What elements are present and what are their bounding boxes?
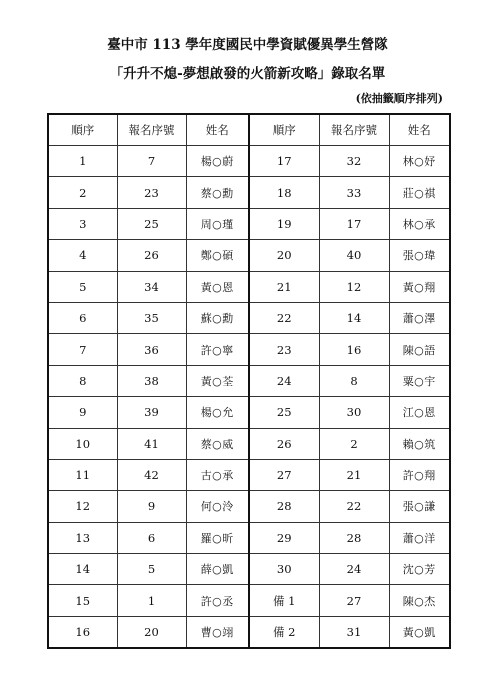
order-cell: 10 (48, 428, 117, 459)
registration-number-cell: 39 (117, 397, 186, 428)
name-cell: 羅○昕 (186, 522, 249, 553)
name-cell: 莊○祺 (389, 177, 450, 208)
registration-number-cell: 28 (319, 522, 389, 553)
order-cell: 備 2 (249, 616, 319, 648)
order-cell: 21 (249, 271, 319, 302)
registration-number-cell: 31 (319, 616, 389, 648)
registration-number-cell: 34 (117, 271, 186, 302)
column-header-registration-number: 報名序號 (117, 114, 186, 146)
registration-number-cell: 14 (319, 302, 389, 333)
order-cell: 28 (249, 491, 319, 522)
name-cell: 許○寧 (186, 334, 249, 365)
order-cell: 25 (249, 397, 319, 428)
name-cell: 黃○凱 (389, 616, 450, 648)
name-cell: 賴○筑 (389, 428, 450, 459)
registration-number-cell: 42 (117, 459, 186, 490)
name-cell: 黃○恩 (186, 271, 249, 302)
name-cell: 何○泠 (186, 491, 249, 522)
registration-number-cell: 22 (319, 491, 389, 522)
order-cell: 27 (249, 459, 319, 490)
table-row (48, 177, 450, 208)
table-row (48, 491, 450, 522)
camp-name: 「升升不熄-夢想啟發的火箭新攻略」錄取名單 (109, 66, 386, 82)
name-cell: 周○瑾 (186, 208, 249, 239)
table-row (48, 302, 450, 333)
order-cell: 18 (249, 177, 319, 208)
order-cell: 6 (48, 302, 117, 333)
table-row (48, 585, 450, 616)
order-cell: 11 (48, 459, 117, 490)
name-cell: 張○瑋 (389, 240, 450, 271)
order-cell: 4 (48, 240, 117, 271)
registration-number-cell: 40 (319, 240, 389, 271)
ordering-note: (依抽籤順序排列) (355, 92, 443, 105)
name-cell: 曹○翊 (186, 616, 249, 648)
name-cell: 蔡○威 (186, 428, 249, 459)
name-cell: 古○承 (186, 459, 249, 490)
registration-number-cell: 25 (117, 208, 186, 239)
order-cell: 13 (48, 522, 117, 553)
name-cell: 林○承 (389, 208, 450, 239)
table-row (48, 554, 450, 585)
order-cell: 17 (249, 146, 319, 177)
name-cell: 蘇○勳 (186, 302, 249, 333)
order-cell: 22 (249, 302, 319, 333)
order-cell: 2 (48, 177, 117, 208)
name-cell: 許○丞 (186, 585, 249, 616)
name-cell: 楊○允 (186, 397, 249, 428)
registration-number-cell: 41 (117, 428, 186, 459)
name-cell: 張○謙 (389, 491, 450, 522)
name-cell: 陳○語 (389, 334, 450, 365)
name-cell: 粟○宇 (389, 365, 450, 396)
table-row (48, 208, 450, 239)
registration-number-cell: 32 (319, 146, 389, 177)
registration-number-cell: 26 (117, 240, 186, 271)
order-cell: 備 1 (249, 585, 319, 616)
name-cell: 蕭○洋 (389, 522, 450, 553)
order-cell: 3 (48, 208, 117, 239)
column-header-name: 姓名 (186, 114, 249, 146)
table-row (48, 365, 450, 396)
registration-number-cell: 23 (117, 177, 186, 208)
document-title: 臺中市 113 學年度國民中學資賦優異學生營隊 (107, 37, 388, 53)
order-cell: 5 (48, 271, 117, 302)
table-row (48, 334, 450, 365)
registration-number-cell: 8 (319, 365, 389, 396)
name-cell: 林○妤 (389, 146, 450, 177)
registration-number-cell: 33 (319, 177, 389, 208)
order-cell: 7 (48, 334, 117, 365)
column-header-order: 順序 (48, 114, 117, 146)
name-cell: 許○翔 (389, 459, 450, 490)
registration-number-cell: 38 (117, 365, 186, 396)
registration-number-cell: 36 (117, 334, 186, 365)
order-cell: 24 (249, 365, 319, 396)
registration-number-cell: 7 (117, 146, 186, 177)
name-cell: 薛○凱 (186, 554, 249, 585)
order-cell: 23 (249, 334, 319, 365)
table-row (48, 616, 450, 648)
order-cell: 9 (48, 397, 117, 428)
table-row (48, 271, 450, 302)
registration-number-cell: 21 (319, 459, 389, 490)
order-cell: 30 (249, 554, 319, 585)
table-row (48, 459, 450, 490)
name-cell: 楊○蔚 (186, 146, 249, 177)
order-cell: 8 (48, 365, 117, 396)
registration-number-cell: 2 (319, 428, 389, 459)
order-cell: 12 (48, 491, 117, 522)
table-row (48, 522, 450, 553)
name-cell: 蔡○勳 (186, 177, 249, 208)
name-cell: 黃○荃 (186, 365, 249, 396)
table-row (48, 397, 450, 428)
name-cell: 江○恩 (389, 397, 450, 428)
order-cell: 15 (48, 585, 117, 616)
registration-number-cell: 9 (117, 491, 186, 522)
registration-number-cell: 12 (319, 271, 389, 302)
order-cell: 19 (249, 208, 319, 239)
name-cell: 黃○翔 (389, 271, 450, 302)
registration-number-cell: 16 (319, 334, 389, 365)
registration-number-cell: 20 (117, 616, 186, 648)
name-cell: 陳○杰 (389, 585, 450, 616)
registration-number-cell: 5 (117, 554, 186, 585)
registration-number-cell: 6 (117, 522, 186, 553)
admission-list-table (47, 113, 451, 649)
column-header-registration-number: 報名序號 (319, 114, 389, 146)
table-row (48, 146, 450, 177)
name-cell: 蕭○澤 (389, 302, 450, 333)
registration-number-cell: 30 (319, 397, 389, 428)
order-cell: 29 (249, 522, 319, 553)
order-cell: 16 (48, 616, 117, 648)
column-header-name: 姓名 (389, 114, 450, 146)
order-cell: 26 (249, 428, 319, 459)
table-row (48, 428, 450, 459)
registration-number-cell: 35 (117, 302, 186, 333)
registration-number-cell: 17 (319, 208, 389, 239)
table-header-row (48, 114, 450, 146)
order-cell: 14 (48, 554, 117, 585)
name-cell: 沈○芳 (389, 554, 450, 585)
column-header-order: 順序 (249, 114, 319, 146)
table-row (48, 240, 450, 271)
registration-number-cell: 27 (319, 585, 389, 616)
registration-number-cell: 24 (319, 554, 389, 585)
name-cell: 鄭○碩 (186, 240, 249, 271)
order-cell: 20 (249, 240, 319, 271)
registration-number-cell: 1 (117, 585, 186, 616)
order-cell: 1 (48, 146, 117, 177)
